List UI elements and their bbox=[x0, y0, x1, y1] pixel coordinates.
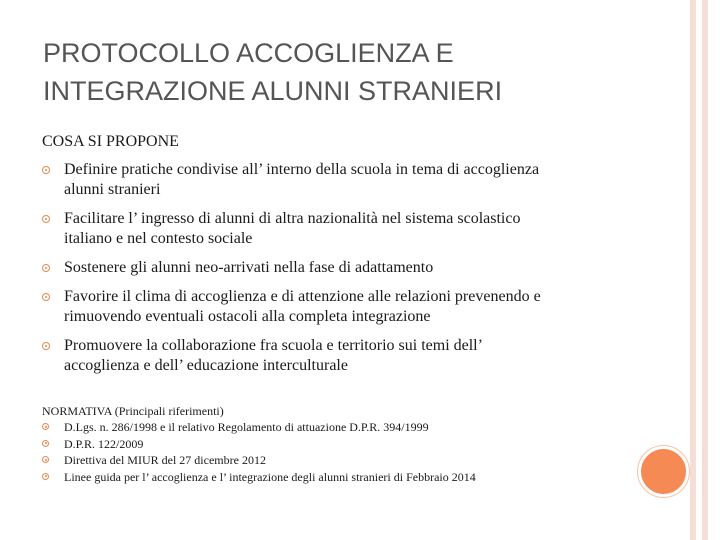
proposals-section bbox=[42, 132, 632, 385]
list-item-text: D.Lgs. n. 286/1998 e il relativo Regolamento di attuazione D.P.R. 394/1999 bbox=[64, 420, 429, 434]
right-border-stripe bbox=[702, 0, 708, 540]
proposals-list bbox=[42, 160, 632, 376]
circle-bullet-icon bbox=[42, 342, 50, 350]
list-item-text: Direttiva del MIUR del 27 dicembre 2012 bbox=[64, 453, 266, 467]
section-heading: COSA SI PROPONE bbox=[42, 133, 179, 150]
title-line: PROTOCOLLO ACCOGLIENZA E bbox=[43, 38, 454, 68]
circle-bullet-icon bbox=[42, 215, 50, 223]
list-item bbox=[42, 258, 632, 278]
list-item bbox=[42, 419, 632, 436]
list-item bbox=[42, 209, 632, 249]
page-title bbox=[43, 34, 663, 110]
list-item-text: Facilitare l’ ingresso di alunni di altra nazionalità nel sistema scolastico bbox=[64, 210, 521, 227]
circle-bullet-icon bbox=[42, 456, 49, 463]
list-item bbox=[42, 336, 632, 376]
list-item bbox=[42, 436, 632, 453]
list-item-text: Favorire il clima di accoglienza e di attenzione alle relazioni prevenendo e bbox=[64, 288, 541, 305]
list-item-text: D.P.R. 122/2009 bbox=[64, 436, 144, 451]
normativa-list bbox=[42, 419, 632, 485]
circle-bullet-icon bbox=[42, 423, 49, 430]
normativa-section bbox=[42, 403, 632, 485]
list-item-text: Sostenere gli alunni neo-arrivati nella fase di adattamento bbox=[64, 259, 434, 276]
orange-circle-icon bbox=[641, 449, 686, 494]
circle-bullet-icon bbox=[42, 166, 50, 174]
circle-bullet-icon bbox=[42, 293, 50, 301]
title-line: INTEGRAZIONE ALUNNI STRANIERI bbox=[43, 76, 503, 106]
list-item bbox=[42, 160, 632, 200]
list-item-text: Promuovere la collaborazione fra scuola e territorio sui temi dell’ bbox=[64, 337, 483, 354]
circle-bullet-icon bbox=[42, 440, 49, 447]
right-border-stripe bbox=[690, 0, 696, 540]
circle-bullet-icon bbox=[42, 473, 49, 480]
list-item bbox=[42, 452, 632, 469]
list-item-text: accoglienza e dell’ educazione interculturale bbox=[64, 357, 348, 374]
list-item-text: Linee guida per l’ accoglienza e l’ integrazione degli alunni stranieri di Febbraio 2014 bbox=[64, 469, 476, 484]
list-item-text: alunni stranieri bbox=[64, 181, 161, 198]
list-item-text: rimuovendo eventuali ostacoli alla completa integrazione bbox=[64, 308, 431, 325]
section-heading: NORMATIVA (Principali riferimenti) bbox=[42, 404, 224, 418]
list-item bbox=[42, 287, 632, 327]
list-item-text: italiano e nel contesto sociale bbox=[64, 230, 253, 247]
circle-bullet-icon bbox=[42, 264, 50, 272]
list-item-text: Definire pratiche condivise all’ interno della scuola in tema di accoglienza bbox=[64, 161, 540, 178]
list-item bbox=[42, 469, 632, 486]
